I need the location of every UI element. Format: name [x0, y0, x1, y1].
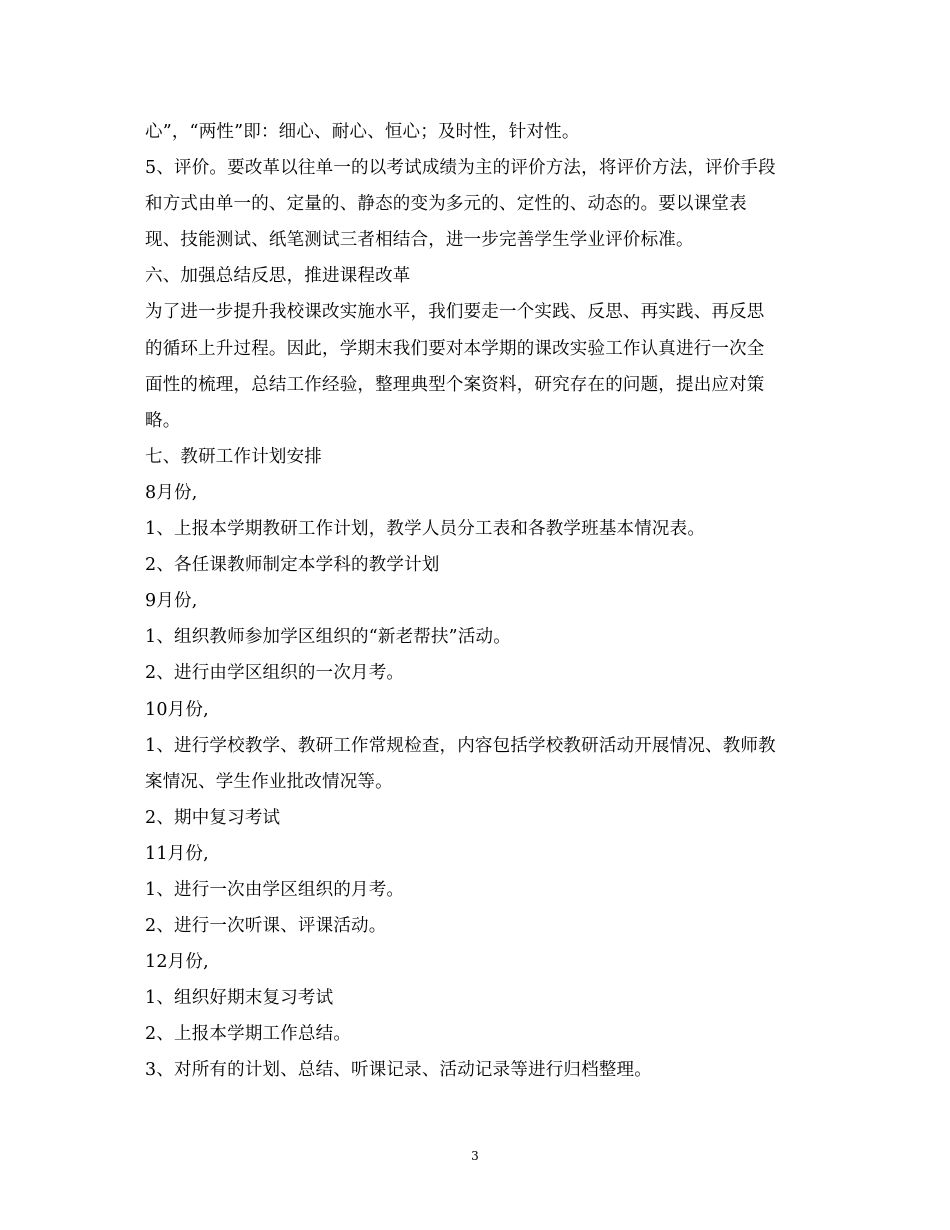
text-line: 心”，“两性”即：细心、耐心、恒心；及时性，针对性。: [145, 122, 580, 142]
month-heading: 8月份,: [145, 482, 198, 503]
list-item: 3、对所有的计划、总结、听课记录、活动记录等进行归档整理。: [145, 1060, 652, 1081]
month-heading: 12月份,: [145, 952, 209, 973]
text-line: 面性的梳理，总结工作经验，整理典型个案资料，研究存在的问题，提出应对策: [145, 374, 765, 395]
list-item: 2、上报本学期工作总结。: [145, 1024, 352, 1045]
list-item: 2、进行一次听课、评课活动。: [145, 916, 387, 937]
list-item: 1、组织教师参加学区组织的“新老帮扶”活动。: [145, 627, 511, 648]
month-heading: 10月份,: [145, 699, 209, 720]
text-line: 略。: [145, 410, 181, 431]
section-heading: 六、加强总结反思，推进课程改革: [145, 266, 411, 287]
list-item: 1、进行学校教学、教研工作常规检查，内容包括学校教研活动开展情况、教师教: [145, 735, 776, 756]
list-item: 1、进行一次由学区组织的月考。: [145, 879, 405, 900]
page-number: 3: [471, 1149, 479, 1163]
text-line: 和方式由单一的、定量的、静态的变为多元的、定性的、动态的。要以课堂表: [145, 194, 747, 215]
text-line: 5、评价。要改革以往单一的以考试成绩为主的评价方法，将评价方法，评价手段: [145, 158, 776, 179]
list-item: 1、组织好期末复习考试: [145, 988, 334, 1009]
text-line: 案情况、学生作业批改情况等。: [145, 771, 393, 792]
list-item: 2、期中复习考试: [145, 807, 281, 828]
month-heading: 11月份,: [145, 843, 209, 864]
document-body: [145, 114, 815, 1089]
text-line: 为了进一步提升我校课改实施水平，我们要走一个实践、反思、再实践、再反思: [145, 302, 765, 323]
month-heading: 9月份,: [145, 591, 198, 612]
section-heading: 七、教研工作计划安排: [145, 446, 322, 467]
text-line: 的循环上升过程。因此，学期末我们要对本学期的课改实验工作认真进行一次全: [145, 338, 765, 359]
list-item: 2、各任课教师制定本学科的教学计划: [145, 555, 440, 576]
list-item: 1、上报本学期教研工作计划，教学人员分工表和各教学班基本情况表。: [145, 519, 706, 540]
list-item: 2、进行由学区组织的一次月考。: [145, 663, 405, 684]
text-line: 现、技能测试、纸笔测试三者相结合，进一步完善学生学业评价标准。: [145, 230, 694, 251]
